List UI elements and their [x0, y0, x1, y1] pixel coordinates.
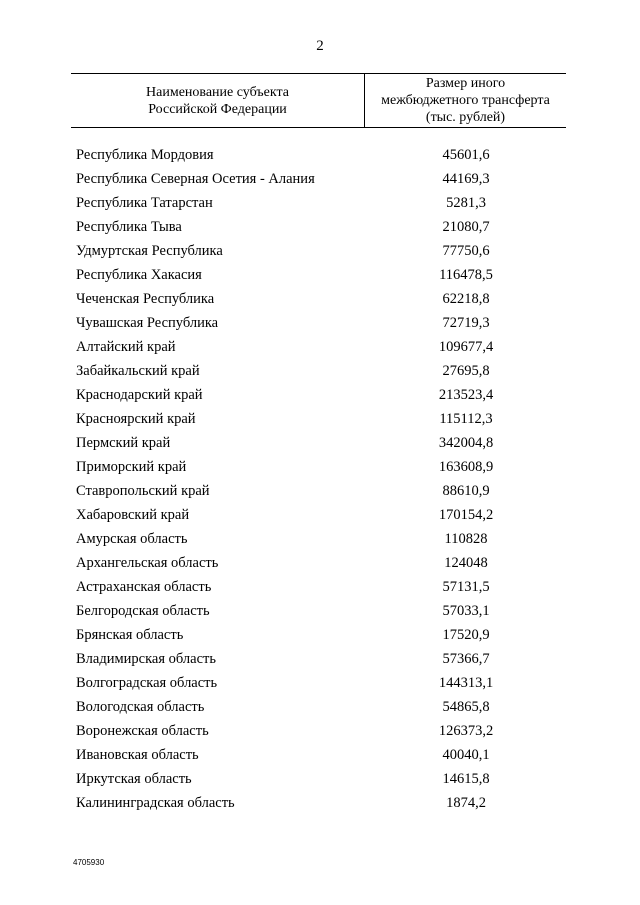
subject-name: Владимирская область: [76, 651, 216, 667]
table-row: [76, 143, 566, 167]
transfer-amount: 116478,5: [439, 267, 493, 283]
subject-name: Алтайский край: [76, 339, 176, 355]
transfer-amount: 213523,4: [438, 387, 494, 403]
table-row: [76, 551, 566, 575]
transfer-amount: 5281,3: [446, 195, 486, 211]
subject-name: Брянская область: [76, 627, 184, 643]
table-row: [76, 527, 566, 551]
subject-name: Пермский край: [76, 435, 171, 451]
transfer-amount: 40040,1: [442, 747, 490, 763]
header-transfer-amount: [365, 74, 566, 127]
transfer-amount: 14615,8: [442, 771, 490, 787]
transfer-amount: 57033,1: [442, 603, 490, 619]
header-subject-line: Российской Федерации: [148, 101, 287, 117]
transfer-amount: 77750,6: [442, 243, 490, 259]
page-number: 2: [316, 38, 324, 54]
table-row: [76, 335, 566, 359]
table-header: [71, 73, 566, 128]
transfer-amount: 144313,1: [438, 675, 494, 691]
table-row: [76, 599, 566, 623]
subject-name: Воронежская область: [76, 723, 209, 739]
header-amount-line: (тыс. рублей): [425, 110, 506, 125]
header-amount-line: Размер иного: [425, 76, 506, 91]
table-row: [76, 671, 566, 695]
transfer-amount: 45601,6: [442, 147, 490, 163]
subject-name: Ивановская область: [76, 747, 199, 763]
subject-name: Республика Хакасия: [76, 267, 202, 283]
table-row: [76, 383, 566, 407]
subject-name: Чеченская Республика: [76, 291, 215, 307]
table-row: [76, 575, 566, 599]
transfer-amount: 54865,8: [442, 699, 490, 715]
table-body: [76, 143, 566, 815]
table-row: [76, 503, 566, 527]
table-row: [76, 431, 566, 455]
subject-name: Удмуртская Республика: [76, 243, 223, 259]
transfer-amount: 27695,8: [442, 363, 490, 379]
subject-name: Забайкальский край: [76, 363, 200, 379]
table-row: [76, 215, 566, 239]
subject-name: Калининградская область: [76, 795, 235, 811]
table-row: [76, 287, 566, 311]
subject-name: Ставропольский край: [76, 483, 210, 499]
table-row: [76, 455, 566, 479]
subject-name: Амурская область: [76, 531, 188, 547]
subject-name: Вологодская область: [76, 699, 205, 715]
subject-name: Иркутская область: [76, 771, 192, 787]
table-row: [76, 743, 566, 767]
transfer-amount: 109677,4: [438, 339, 494, 355]
table-row: [76, 191, 566, 215]
transfer-amount: 126373,2: [438, 723, 494, 739]
table-row: [76, 311, 566, 335]
document-code: 4705930: [73, 858, 105, 867]
table-row: [76, 239, 566, 263]
table-row: [76, 647, 566, 671]
transfer-amount: 21080,7: [442, 219, 490, 235]
subject-name: Хабаровский край: [76, 507, 190, 523]
transfer-amount: 17520,9: [442, 627, 490, 643]
transfer-amount: 170154,2: [438, 507, 494, 523]
table-row: [76, 263, 566, 287]
table-row: [76, 623, 566, 647]
subject-name: Приморский край: [76, 459, 187, 475]
transfer-amount: 72719,3: [442, 315, 490, 331]
subject-name: Белгородская область: [76, 603, 210, 619]
subject-name: Республика Татарстан: [76, 195, 213, 211]
transfer-amount: 1874,2: [446, 795, 486, 811]
table-row: [76, 359, 566, 383]
subject-name: Краснодарский край: [76, 387, 203, 403]
transfer-amount: 110828: [444, 531, 488, 547]
subject-name: Архангельская область: [76, 555, 219, 571]
subject-name: Чувашская Республика: [76, 315, 219, 331]
table-row: [76, 479, 566, 503]
transfer-amount: 57131,5: [442, 579, 490, 595]
transfer-amount: 57366,7: [442, 651, 490, 667]
table-row: [76, 767, 566, 791]
table-row: [76, 695, 566, 719]
header-amount-line: межбюджетного трансферта: [381, 93, 550, 108]
table-row: [76, 407, 566, 431]
subject-name: Волгоградская область: [76, 675, 218, 691]
transfer-amount: 88610,9: [442, 483, 490, 499]
transfer-amount: 342004,8: [438, 435, 494, 451]
table-row: [76, 167, 566, 191]
transfer-amount: 44169,3: [442, 171, 490, 187]
transfer-amount: 62218,8: [442, 291, 490, 307]
transfer-amount: 124048: [444, 555, 488, 571]
subject-name: Республика Мордовия: [76, 147, 214, 163]
transfer-amount: 115112,3: [439, 411, 493, 427]
header-subject-name: [71, 74, 365, 127]
subject-name: Астраханская область: [76, 579, 212, 595]
table-row: [76, 719, 566, 743]
table-row: [76, 791, 566, 815]
header-subject-line: Наименование субъекта: [146, 84, 289, 100]
subject-name: Красноярский край: [76, 411, 196, 427]
subject-name: Республика Северная Осетия - Алания: [76, 171, 315, 187]
transfer-amount: 163608,9: [438, 459, 494, 475]
subject-name: Республика Тыва: [76, 219, 182, 235]
